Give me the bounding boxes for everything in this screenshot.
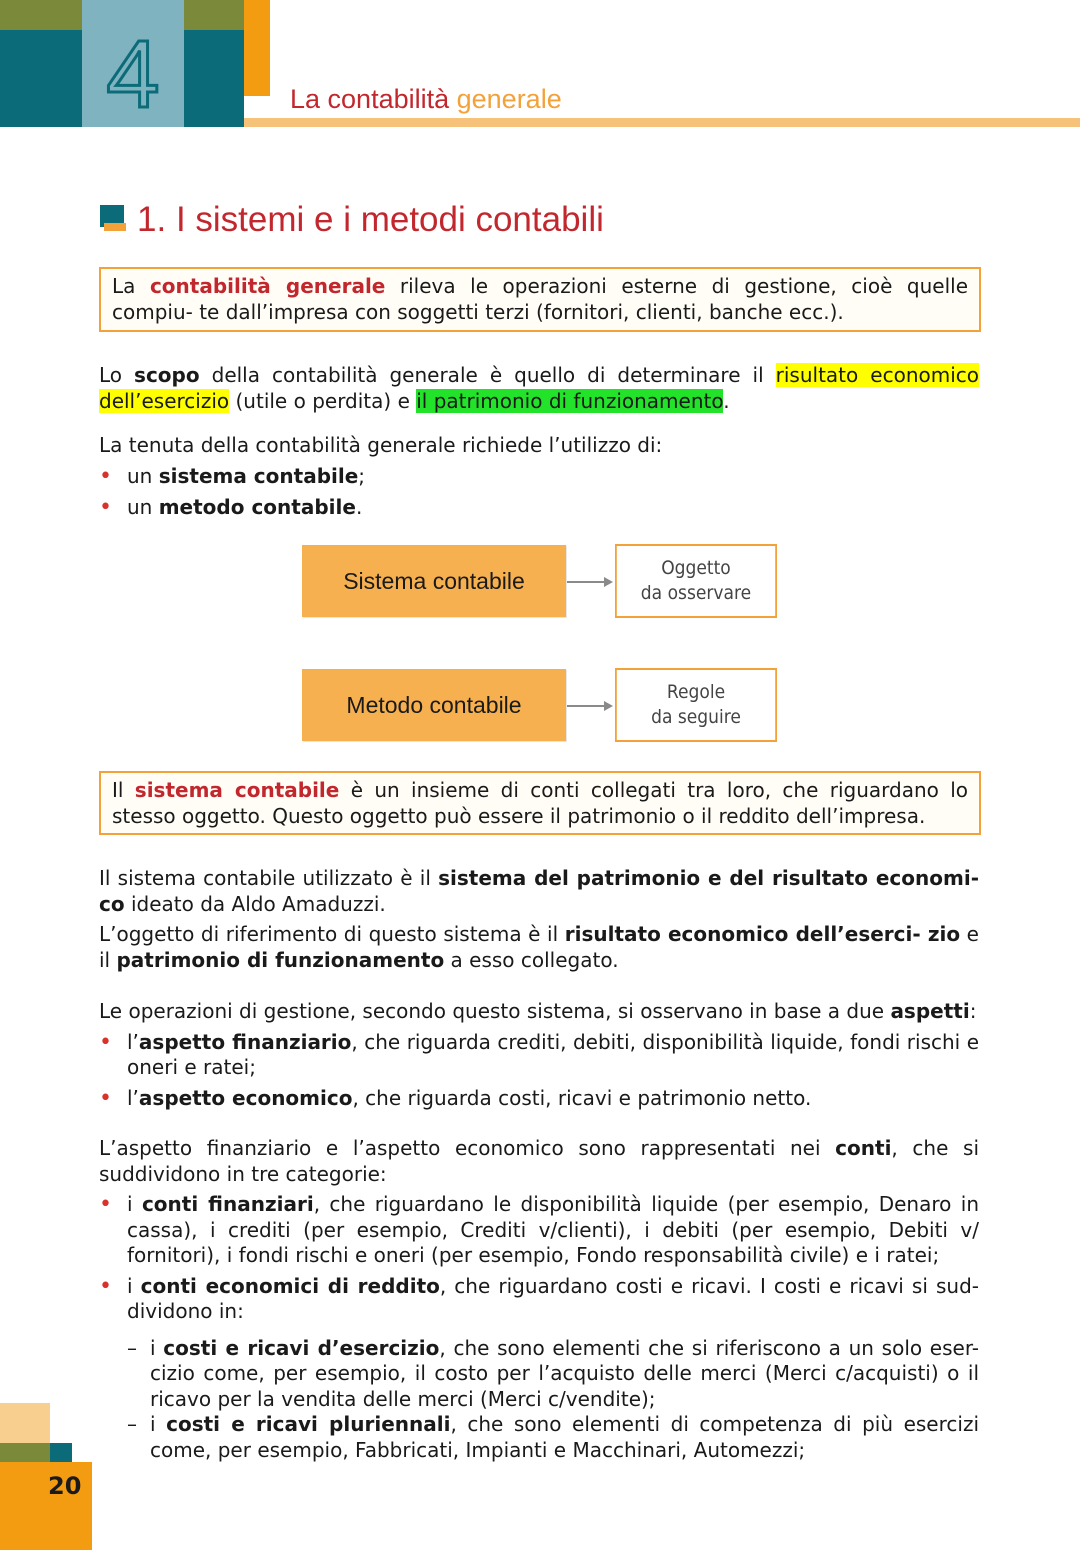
list-item: • i conti finanziari, che riguardano le disponibilità liquide (per esempio, Denaro in cassa), i crediti (per esempio, Crediti v/clienti), i debiti (per esempio, Debiti v/ fornitori), i fondi rischi e oneri (per esempio, Fondo responsabilità civile) e i ratei; [99,1192,979,1269]
paragraph-conti: L’aspetto finanziario e l’aspetto economico sono rappresentati nei conti, che si suddividono in tre categorie: • i conti finanziari, che riguardano le disponibilità liquide (per esempio, Denaro in cassa), i crediti (per esempio, Crediti v/clienti), i debiti (per esempio, Debiti v/ fornitori), i fondi rischi e oneri (per esempio, Fondo responsabilità civile) e i ratei; • i conti economici di reddito, che riguardano costi e ricavi. I costi e ricavi si sud- dividono in: – i costi e ricavi d’esercizio, che sono elementi che si riferiscono a un solo eser- cizio come, per esempio, il costo per l’acquisto delle merci (Merci c/acquisti) o il ricavo per la vendita delle merci (Merci c/vendite); – i costi e ricavi pluriennali, che sono elementi di competenza di più esercizi come, per esempio, Fabbricati, Impianti e Macchinari, Automezzi; [99,1136,979,1463]
chapter-number: 4 [82,0,184,127]
diagram-box-oggetto: Oggetto da osservare [615,544,777,618]
section-square-icon [100,205,126,229]
footer-olive-block [0,1443,50,1462]
header-olive-block-2 [184,0,244,30]
sub-list-item: – i costi e ricavi pluriennali, che sono elementi di competenza di più esercizi come, per esempio, Fabbricati, Impianti e Macchinari, Automezzi; [127,1412,979,1463]
header-teal-block [0,30,82,127]
footer-light-orange-block [0,1403,50,1443]
paragraph-sistema: Il sistema contabile utilizzato è il sistema del patrimonio e del risultato economi- co ideato da Aldo Amaduzzi. L’oggetto di riferimento di questo sistema è il risultato economico dell’eserci- zio e il patrimonio di funzionamento a esso collegato. [99,866,979,972]
definition-box-sistema: Il sistema contabile è un insieme di conti collegati tra loro, che riguardano lo stesso oggetto. Questo oggetto può essere il patrimonio o il reddito dell’impresa. [99,771,981,835]
chapter-title: La contabilità generale [290,84,562,114]
arrow-icon [567,581,611,583]
paragraph-tenuta [99,430,979,523]
diagram-box-metodo: Metodo contabile [302,669,566,741]
list-item: • un sistema contabile; [99,461,979,492]
paragraph-scopo: Lo scopo della contabilità generale è quello di determinare il risultato economico dell’esercizio (utile o perdita) e il patrimonio di funzionamento. [99,363,979,413]
footer-teal-block [50,1443,72,1462]
header-orange-block [244,0,270,96]
definition-box-contabilita: La contabilità generale rileva le operazioni esterne di gestione, cioè quelle compiu- te dall’impresa con soggetti terzi (fornitori, clienti, banche ecc.). [99,267,981,332]
header-olive-block [0,0,82,30]
sub-list-item: – i costi e ricavi d’esercizio, che sono elementi che si riferiscono a un solo eser- cizio come, per esempio, il costo per l’acquisto delle merci (Merci c/acquisti) o il ricavo per la vendita delle merci (Merci c/vendite); [127,1336,979,1413]
list-item: • un metodo contabile. [99,492,979,523]
page-number: 20 [0,1462,92,1550]
list-item: • i conti economici di reddito, che riguardano costi e ricavi. I costi e ricavi si sud- dividono in: [99,1274,979,1325]
diagram-box-sistema: Sistema contabile [302,545,566,617]
diagram-box-regole: Regole da seguire [615,668,777,742]
section-title: 1. I sistemi e i metodi contabili [137,200,604,239]
list-item: • l’aspetto economico, che riguarda costi, ricavi e patrimonio netto. [99,1086,979,1112]
list-item: • l’aspetto finanziario, che riguarda crediti, debiti, disponibilità liquide, fondi rischi e oneri e ratei; [99,1030,979,1081]
arrow-icon [567,705,611,707]
tenuta-intro: La tenuta della contabilità generale richiede l’utilizzo di: [99,433,663,457]
header-rule [244,118,1080,127]
header-teal-block-2 [184,30,244,127]
paragraph-aspetti: Le operazioni di gestione, secondo questo sistema, si osservano in base a due aspetti: • l’aspetto finanziario, che riguarda crediti, debiti, disponibilità liquide, fondi rischi e oneri e ratei; • l’aspetto economico, che riguarda costi, ricavi e patrimonio netto. [99,999,979,1111]
